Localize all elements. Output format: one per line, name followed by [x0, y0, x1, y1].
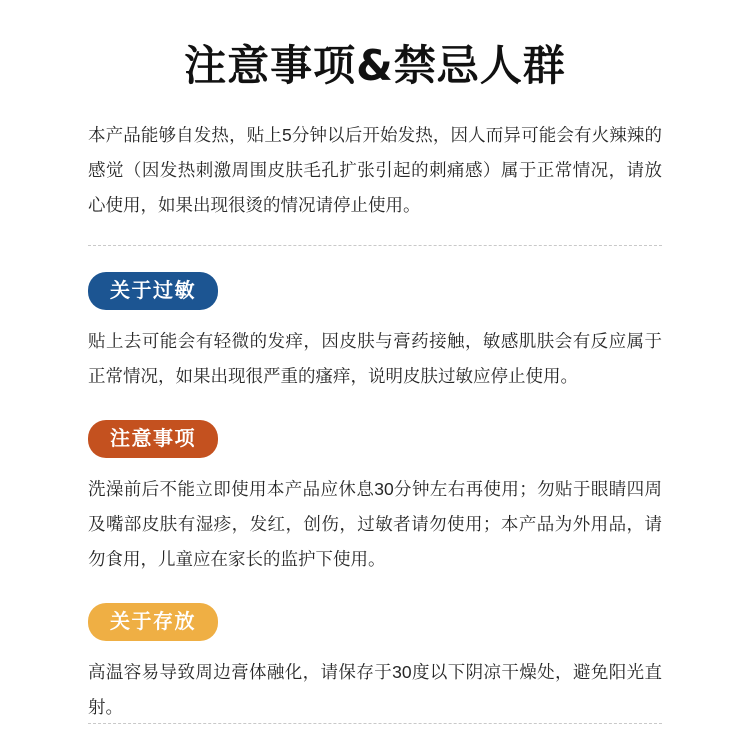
- section-allergy: [88, 272, 662, 394]
- section-divider-top: [88, 245, 662, 246]
- section-storage-tag: 关于存放: [88, 603, 218, 641]
- intro-paragraph: 本产品能够自发热，贴上5分钟以后开始发热，因人而异可能会有火辣辣的感觉（因发热刺激周围皮肤毛孔扩张引起的刺痛感）属于正常情况，请放心使用，如果出现很烫的情况请停止使用。: [88, 125, 662, 216]
- section-storage-body: 高温容易导致周边膏体融化，请保存于30度以下阴凉干燥处，避免阳光直射。: [88, 662, 662, 718]
- section-storage: [88, 603, 662, 725]
- section-allergy-tag: 关于过敏: [88, 272, 218, 310]
- section-precautions: [88, 420, 662, 577]
- section-allergy-body: 贴上去可能会有轻微的发痒，因皮肤与膏药接触，敏感肌肤会有反应属于正常情况，如果出现很严重的瘙痒，说明皮肤过敏应停止使用。: [88, 331, 662, 387]
- section-divider-bottom: [88, 723, 662, 724]
- section-precautions-body: 洗澡前后不能立即使用本产品应休息30分钟左右再使用；勿贴于眼睛四周及嘴部皮肤有湿疹，发红，创伤，过敏者请勿使用；本产品为外用品，请勿食用，儿童应在家长的监护下使用。: [88, 479, 662, 570]
- page-title: 注意事项&禁忌人群: [184, 41, 566, 90]
- section-precautions-tag: 注意事项: [88, 420, 218, 458]
